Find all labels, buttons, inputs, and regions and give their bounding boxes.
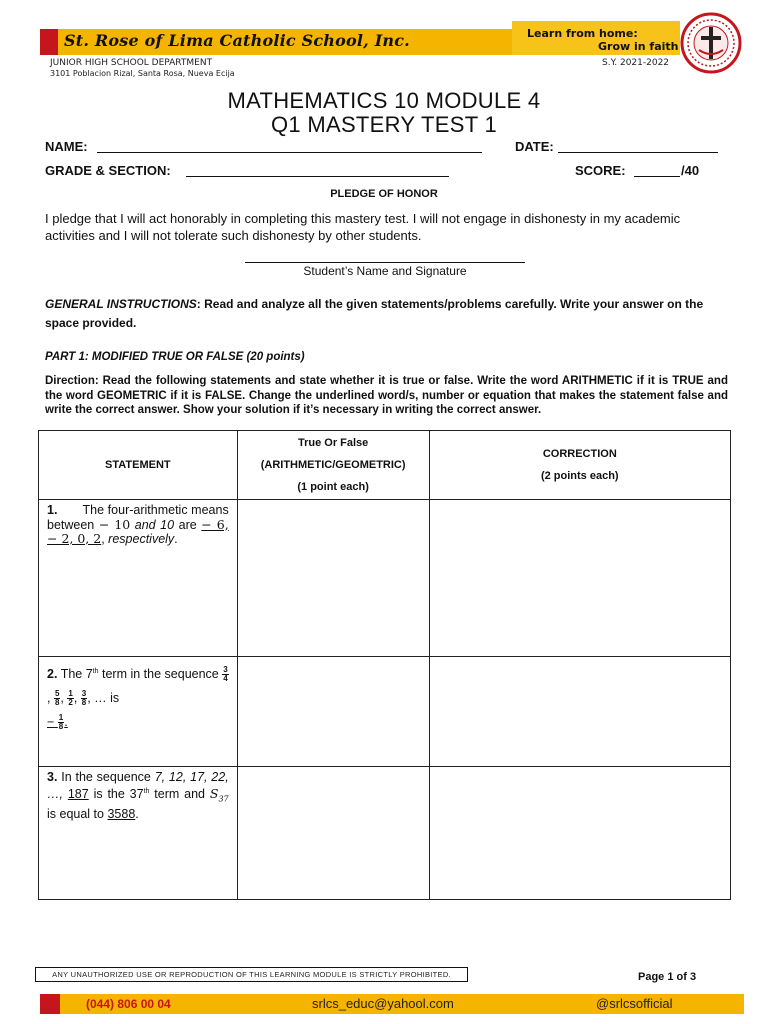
answer-tf-1[interactable] [237,500,429,657]
answer-correction-3[interactable] [429,767,730,900]
name-field[interactable] [97,152,482,153]
statement-2: 2. The 7th term in the sequence $\frac{3}{4}$ , $\frac{5}{8}$ , $\frac{1}{2}$ , $\frac{3}{8}$ , … is − $\frac{1}{8}$ . [39,657,238,767]
name-label: NAME: [45,139,88,154]
header-statement: STATEMENT [39,431,238,500]
header-correction: CORRECTION (2 points each) [429,431,730,500]
motto-line2: Grow in faith [598,40,679,53]
grade-section-label: GRADE & SECTION: [45,163,171,178]
page-title: MATHEMATICS 10 MODULE 4 [227,88,541,113]
statement-1: 1. The four-arithmetic means between − 10 and 10 are − 6, − 2, 0, 2, respectively. [39,500,238,657]
answer-tf-2[interactable] [237,657,429,767]
part1-title: PART 1: MODIFIED TRUE OR FALSE (20 points) [45,351,305,363]
instructions-label: GENERAL INSTRUCTIONS [45,297,197,311]
statement-3: 3. In the sequence 7, 12, 17, 22, …, 187 is the 37th term and $S_{37}$ is equal to 3588. [39,767,238,900]
copyright-notice: ANY UNAUTHORIZED USE OR REPRODUCTION OF THIS LEARNING MODULE IS STRICTLY PROHIBITED. [35,967,468,982]
table-row [39,767,731,900]
footer-phone: (044) 806 00 04 [86,997,171,1011]
answer-table [38,430,731,900]
school-seal-icon [679,12,743,74]
address: 3101 Poblacion Rizal, Santa Rosa, Nueva Ecija [50,69,235,78]
footer-email[interactable]: srlcs_educ@yahool.com [312,996,454,1011]
school-year: S.Y. 2021-2022 [602,58,670,68]
answer-correction-2[interactable] [429,657,730,767]
pledge-text: I pledge that I will act honorably in completing this mastery test. I will not engage in dishonesty in my academic activities and I will not tolerate such dishonesty by other students. [45,211,681,243]
header-true-false: True Or False (ARITHMETIC/GEOMETRIC) (1 point each) [237,431,429,500]
department: JUNIOR HIGH SCHOOL DEPARTMENT [50,58,213,68]
instructions-text: : Read and analyze all the given statements/problems carefully. Write your answer on the space provided. [45,297,704,330]
signature-label: Student’s Name and Signature [303,264,467,278]
signature-line[interactable] [245,262,525,263]
general-instructions [45,295,729,333]
page-subtitle: Q1 MASTERY TEST 1 [270,112,497,137]
footer-social[interactable]: @srlcsofficial [596,996,673,1011]
school-name: St. Rose of Lima Catholic School, Inc. [64,31,410,50]
motto-line1: Learn from home: [527,27,638,40]
part1-direction: Direction: Read the following statements and state whether it is true or false. Write the word ARITHMETIC if it is TRUE and the word GEOMETRIC if it is FALSE. Change the underlined word/s, number or equation that makes the statement false and write the correct answer. Show your solution if it’s necessary in writing the correct answer. [45,375,728,416]
table-row [39,500,731,657]
date-label: DATE: [515,139,554,154]
grade-section-field[interactable] [186,176,449,177]
score-field[interactable] [634,176,680,177]
table-header-row [39,431,731,500]
page-number: Page 1 of 3 [638,971,697,983]
pledge-title: PLEDGE OF HONOR [330,188,438,200]
footer-accent [40,994,60,1014]
date-field[interactable] [558,152,718,153]
answer-tf-3[interactable] [237,767,429,900]
table-row [39,657,731,767]
score-total: /40 [681,163,700,178]
score-label: SCORE: [575,163,626,178]
answer-correction-1[interactable] [429,500,730,657]
